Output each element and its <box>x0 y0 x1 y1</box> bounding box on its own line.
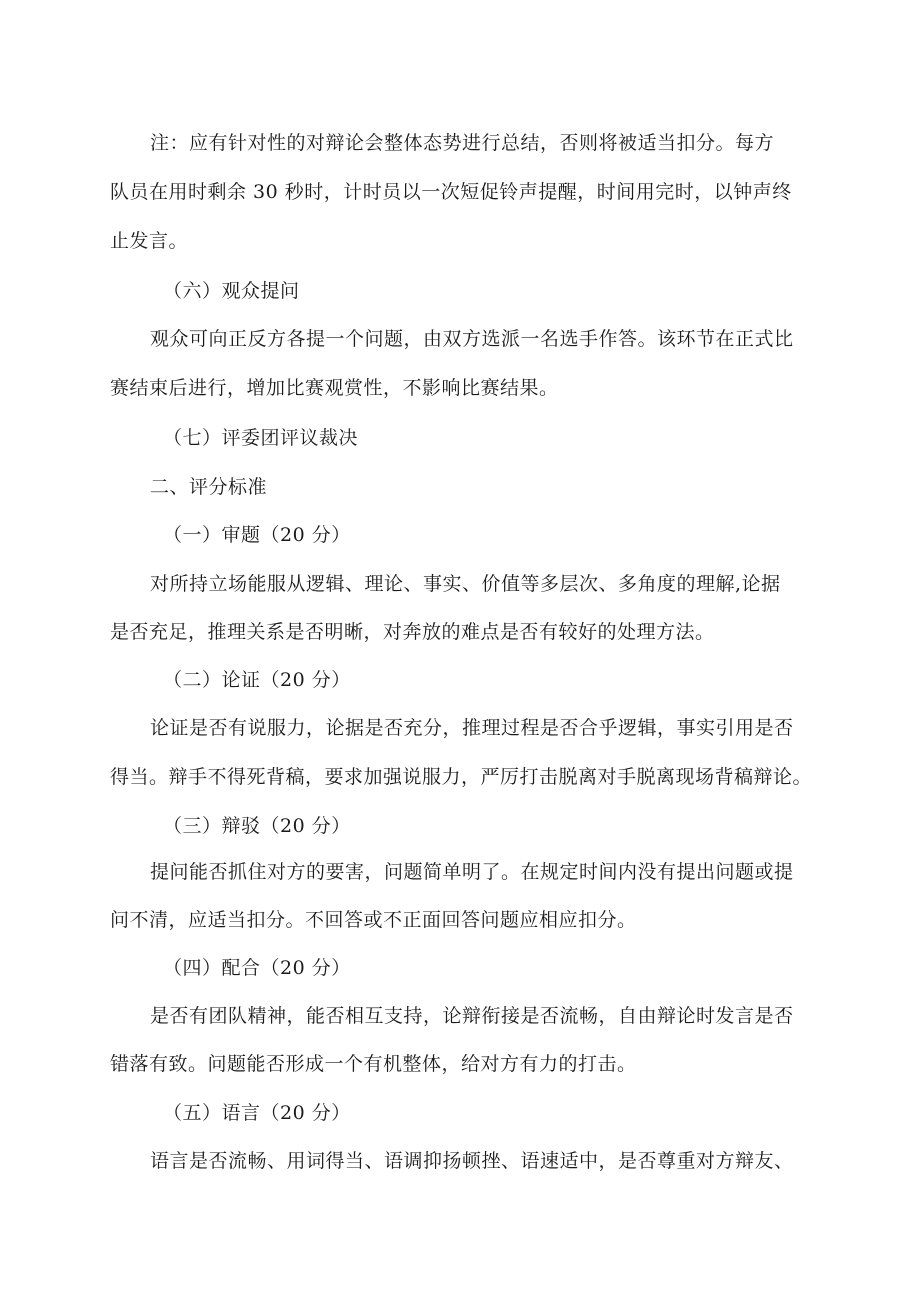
criteria-argument-line-2: 得当。辩手不得死背稿，要求加强说服力，严厉打击脱离对手脱离现场背稿辩论。 <box>110 766 813 788</box>
criteria-argument-line-1: 论证是否有说服力，论据是否充分，推理过程是否合乎逻辑，事实引用是否 <box>150 717 794 739</box>
heading-audience-questions: （六）观众提问 <box>163 280 300 302</box>
criteria-teamwork-line-1: 是否有团队精神，能否相互支持，论辩衔接是否流畅，自由辩论时发言是否 <box>150 1005 794 1027</box>
criteria-rebuttal-line-1: 提问能否抓住对方的要害，问题简单明了。在规定时间内没有提出问题或提 <box>150 861 794 883</box>
audience-line-2: 赛结束后进行，增加比赛观赏性，不影响比赛结果。 <box>110 377 559 399</box>
criteria-language-line-1: 语言是否流畅、用词得当、语调抑扬顿挫、语速适中，是否尊重对方辩友、 <box>150 1150 794 1172</box>
heading-judges-verdict: （七）评委团评议裁决 <box>163 427 359 449</box>
note-line-1: 注：应有针对性的对辩论会整体态势进行总结，否则将被适当扣分。每方 <box>150 132 775 154</box>
criteria-heading-argument: （二）论证（20 分） <box>163 669 351 691</box>
criteria-heading-topic: （一）审题（20 分） <box>163 524 351 546</box>
criteria-rebuttal-line-2: 问不清，应适当扣分。不回答或不正面回答问题应相应扣分。 <box>110 909 637 931</box>
section-heading-scoring: 二、评分标准 <box>150 476 268 498</box>
criteria-topic-line-1: 对所持立场能服从逻辑、理论、事实、价值等多层次、多角度的理解,论据 <box>150 573 781 595</box>
criteria-heading-language: （五）语言（20 分） <box>163 1102 351 1124</box>
audience-line-1: 观众可向正反方各提一个问题，由双方选派一名选手作答。该环节在正式比 <box>150 328 794 350</box>
criteria-heading-teamwork: （四）配合（20 分） <box>163 957 351 979</box>
criteria-heading-rebuttal: （三）辩驳（20 分） <box>163 815 351 837</box>
note-line-3: 止发言。 <box>110 230 189 252</box>
criteria-topic-line-2: 是否充足，推理关系是否明晰，对奔放的难点是否有较好的处理方法。 <box>110 621 715 643</box>
criteria-teamwork-line-2: 错落有致。问题能否形成一个有机整体，给对方有力的打击。 <box>110 1053 637 1075</box>
note-line-2: 队员在用时剩余 30 秒时，计时员以一次短促铃声提醒，时间用完时，以钟声终 <box>110 181 792 203</box>
